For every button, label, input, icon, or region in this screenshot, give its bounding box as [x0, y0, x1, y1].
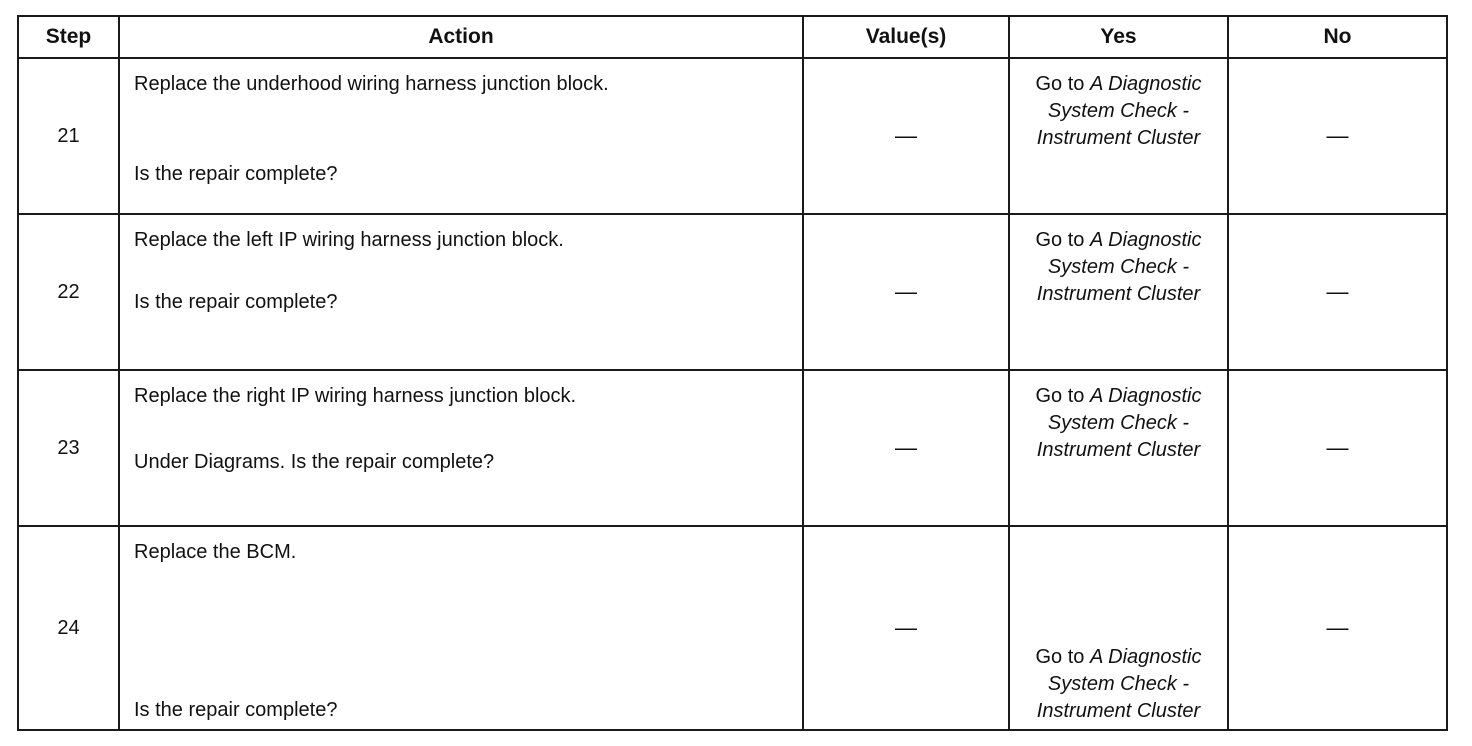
- action-cell: [119, 214, 803, 370]
- action-question: Is the repair complete?: [134, 699, 338, 721]
- yes-prefix: Go to: [1035, 646, 1090, 668]
- action-cell: [119, 370, 803, 526]
- yes-link[interactable]: A Diagnostic System Check - Instrument Cluster: [1036, 646, 1202, 722]
- value-dash: —: [895, 123, 917, 148]
- action-cell: [119, 58, 803, 214]
- value-cell: [803, 526, 1009, 730]
- header-yes: Yes: [1009, 16, 1228, 58]
- action-instruction: Replace the left IP wiring harness junction block.: [134, 229, 564, 251]
- no-cell: [1228, 370, 1447, 526]
- value-dash: —: [895, 435, 917, 460]
- action-instruction: Replace the underhood wiring harness junction block.: [134, 73, 609, 95]
- step-number: 24: [18, 526, 119, 730]
- step-number: 22: [18, 214, 119, 370]
- value-cell: [803, 214, 1009, 370]
- yes-cell: [1009, 526, 1228, 730]
- no-dash: —: [1326, 123, 1349, 148]
- action-cell: [119, 526, 803, 730]
- yes-link[interactable]: A Diagnostic System Check - Instrument Cluster: [1036, 229, 1202, 305]
- header-row: [18, 16, 1447, 58]
- value-cell: [803, 58, 1009, 214]
- yes-link[interactable]: A Diagnostic System Check - Instrument Cluster: [1036, 73, 1202, 149]
- table-row: [18, 526, 1447, 730]
- no-cell: [1228, 58, 1447, 214]
- no-dash: —: [1326, 615, 1349, 640]
- no-cell: [1228, 526, 1447, 730]
- step-number: 23: [18, 370, 119, 526]
- table-row: [18, 370, 1447, 526]
- yes-prefix: Go to: [1035, 385, 1090, 407]
- yes-prefix: Go to: [1035, 73, 1090, 95]
- diagnostic-table: [17, 15, 1448, 731]
- yes-cell: [1009, 58, 1228, 214]
- table-row: [18, 214, 1447, 370]
- header-step: Step: [18, 16, 119, 58]
- action-instruction: Replace the right IP wiring harness junction block.: [134, 385, 577, 407]
- yes-cell: [1009, 370, 1228, 526]
- yes-link[interactable]: A Diagnostic System Check - Instrument Cluster: [1036, 385, 1202, 461]
- value-cell: [803, 370, 1009, 526]
- action-instruction: Replace the BCM.: [134, 541, 297, 563]
- action-question: Is the repair complete?: [134, 163, 338, 185]
- action-question: Under Diagrams. Is the repair complete?: [134, 451, 495, 473]
- header-no: No: [1228, 16, 1447, 58]
- no-dash: —: [1326, 435, 1349, 460]
- yes-cell: [1009, 214, 1228, 370]
- value-dash: —: [895, 615, 917, 640]
- action-question: Is the repair complete?: [134, 291, 338, 313]
- yes-prefix: Go to: [1035, 229, 1090, 251]
- step-number: 21: [18, 58, 119, 214]
- table-row: [18, 58, 1447, 214]
- value-dash: —: [895, 279, 917, 304]
- header-values: Value(s): [803, 16, 1009, 58]
- no-cell: [1228, 214, 1447, 370]
- header-action: Action: [119, 16, 803, 58]
- no-dash: —: [1326, 279, 1349, 304]
